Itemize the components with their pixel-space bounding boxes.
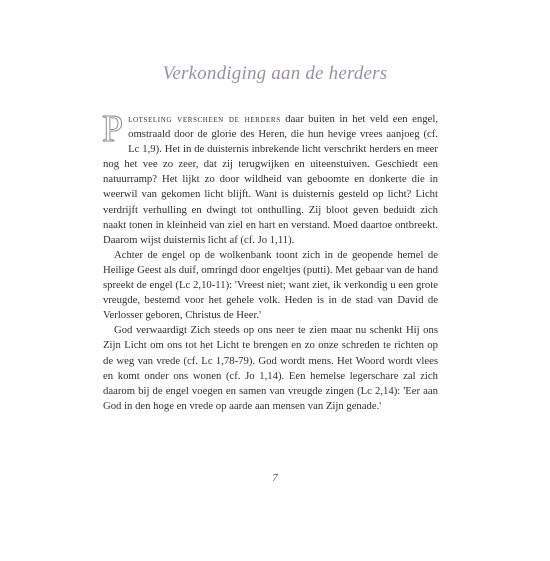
paragraph-3: God verwaardigt Zich steeds op ons neer te zien maar nu schenkt Hij ons Zijn Licht om ons tot het Licht te brengen en zo onze schreden te richten op de weg van vrede (cf. Lc 1,78-79). God wordt mens. Het Woord wordt vlees en komt onder ons wonen (cf. Jo 1,14). Een hemelse legerschare zal zich daarom bij de engel voegen en samen van vreugde zingen (Lc 2,14): 'Eer aan God in den hoge en vrede op aarde aan mensen van Zijn genade.' (103, 324, 438, 412)
paragraph-2: Achter de engel op de wolkenbank toont zich in de geopende hemel de Heilige Geest als duif, omringd door engeltjes (putti). Met gebaar van de hand spreekt de engel (Lc 2,10-11): 'Vreest niet; want ziet, ik verkondig u een grote vreugde, bestemd voor het gehele volk. Heden is in de stad van David de Verlosser geboren, Christus de Heer.' (103, 248, 438, 322)
paragraph-1-text: daar buiten in het veld een engel, omstraald door de glorie des Heren, die hun hevige vrees aanjoeg (cf. Lc 1,9). Het in de duisternis inbrekende licht verschrikt herders en meer nog het vee zo zeer, dat zij terugwijken en uiteenstuiven. Geschiedt een natuurramp? Het lijkt zo door wildheid van geboomte en donkerte die in weerwil van gekomen licht blijft. Want is duisternis gesteld op licht? Licht verdrijft verhulling en dwingt tot onthulling. Zij bloot geven beduidt zich naakt tonen in kleinheid van ziel en hart en verstand. Moed daartoe ontbreekt. Daarom wijst duisternis licht af (cf. Jo 1,11). (103, 113, 438, 246)
paragraph-lead-smallcaps: lotseling verscheen de herders (128, 113, 281, 125)
drop-cap-letter: P (102, 108, 124, 150)
paragraph-1 (102, 108, 438, 248)
chapter-title: Verkondiging aan de herders (162, 63, 388, 84)
body-text (102, 108, 438, 414)
page-number: 7 (272, 472, 278, 484)
